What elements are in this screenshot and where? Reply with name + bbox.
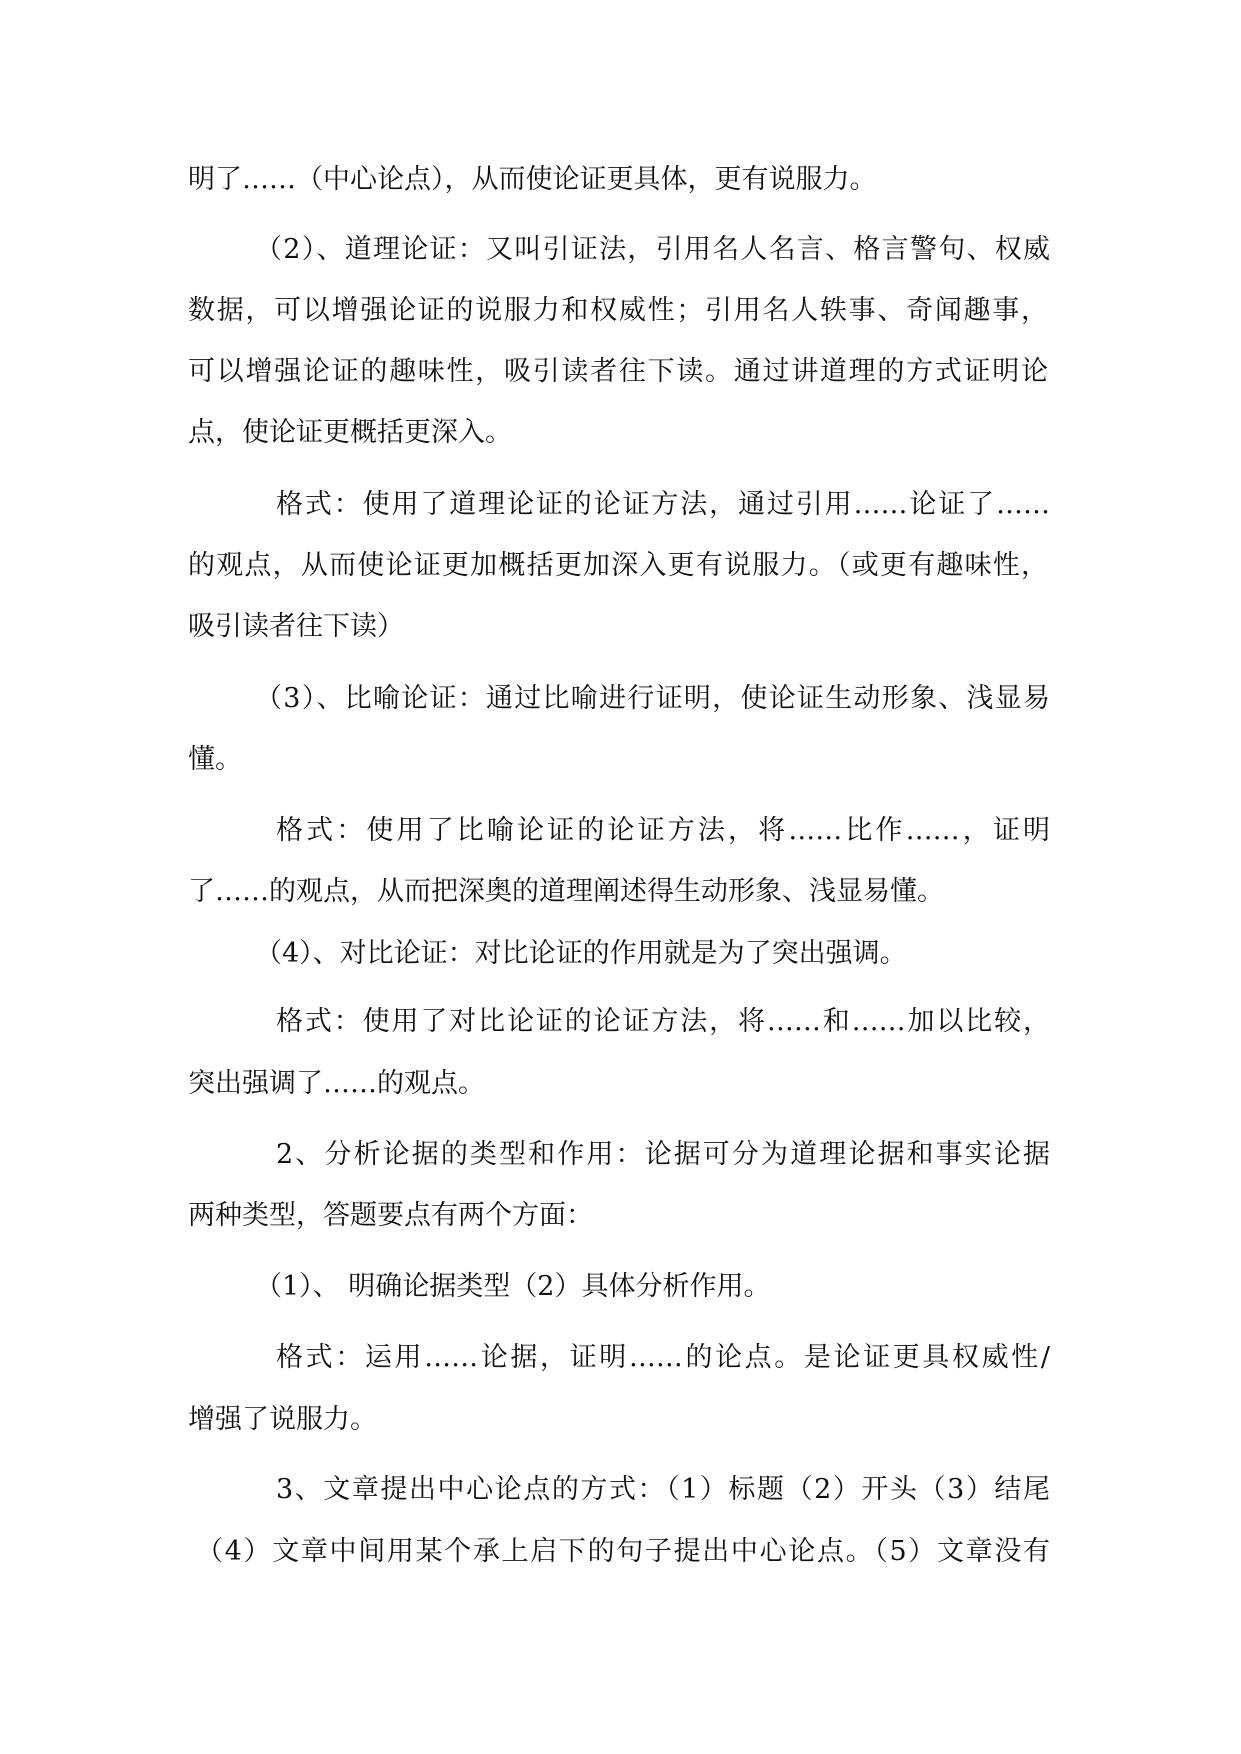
text-line: 突出强调了……的观点。 bbox=[188, 1068, 485, 1099]
text-line: 格式：使用了道理论证的论证方法，通过引用……论证了…… bbox=[276, 489, 1050, 520]
text-line: 懂。 bbox=[188, 744, 242, 775]
text-line: 格式：运用……论据，证明……的论点。是论证更具权威性/ bbox=[276, 1342, 1050, 1373]
text-line: 格式：使用了比喻论证的论证方法，将……比作……，证明 bbox=[276, 815, 1050, 846]
text-line: （1）、 明确论据类型（2）具体分析作用。 bbox=[255, 1271, 771, 1302]
text-line: （4）文章中间用某个承上启下的句子提出中心论点。（5）文章没有 bbox=[196, 1536, 1050, 1567]
text-line: 吸引读者往下读） bbox=[188, 611, 404, 642]
text-line: 2、分析论据的类型和作用：论据可分为道理论据和事实论据 bbox=[276, 1139, 1050, 1170]
text-line: 可以增强论证的趣味性，吸引读者往下读。通过讲道理的方式证明论 bbox=[188, 356, 1048, 387]
text-line: 格式：使用了对比论证的论证方法，将……和……加以比较， bbox=[276, 1006, 1050, 1037]
text-line: 了……的观点，从而把深奥的道理阐述得生动形象、浅显易懂。 bbox=[188, 876, 944, 907]
text-line: 增强了说服力。 bbox=[188, 1404, 377, 1435]
text-line: 3、文章提出中心论点的方式：（1）标题（2）开头（3）结尾 bbox=[276, 1474, 1050, 1505]
text-line: （3）、比喻论证：通过比喻进行证明，使论证生动形象、浅显易 bbox=[255, 683, 1050, 714]
text-line: （4）、对比论证：对比论证的作用就是为了突出强调。 bbox=[255, 938, 907, 969]
text-line: 两种类型，答题要点有两个方面： bbox=[188, 1200, 593, 1231]
text-line: （2）、道理论证：又叫引证法，引用名人名言、格言警句、权威 bbox=[255, 234, 1050, 265]
text-line: 的观点，从而使论证更加概括更加深入更有说服力。（或更有趣味性， bbox=[188, 550, 1048, 581]
text-line: 点，使论证更概括更深入。 bbox=[188, 417, 512, 448]
text-line: 明了……（中心论点），从而使论证更具体，更有说服力。 bbox=[188, 164, 877, 195]
text-line: 数据，可以增强论证的说服力和权威性；引用名人轶事、奇闻趣事， bbox=[188, 295, 1048, 326]
